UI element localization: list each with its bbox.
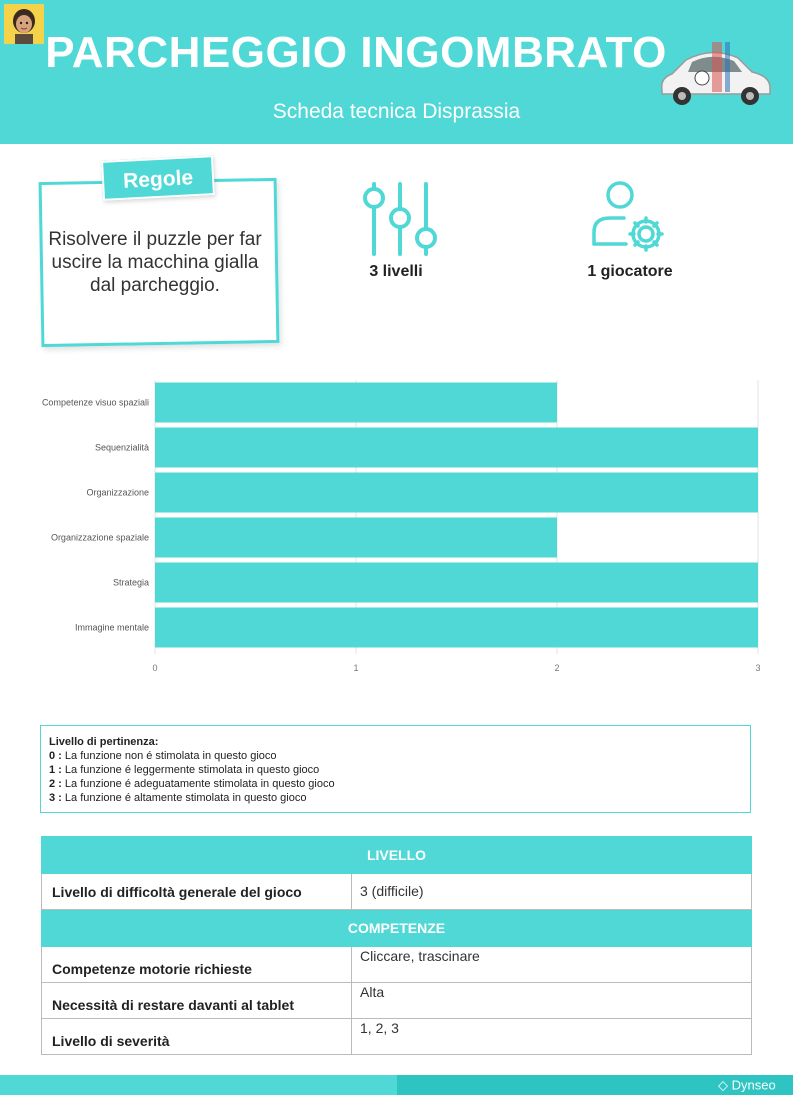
severity-value: 1, 2, 3 bbox=[352, 1019, 752, 1055]
chart-tick-label: 2 bbox=[554, 663, 560, 673]
sliders-icon bbox=[360, 180, 440, 258]
chart-category-label: Sequenzialità bbox=[94, 442, 149, 453]
table-section-skills: COMPETENZE bbox=[42, 910, 752, 947]
chart-bar bbox=[155, 383, 557, 423]
footer-logo-text: Dynseo bbox=[731, 1077, 776, 1093]
diamond-icon: ◇ bbox=[718, 1077, 728, 1093]
chart-category-label: Organizzazione bbox=[86, 487, 149, 498]
user-gear-icon bbox=[590, 180, 666, 254]
tablet-need-value: Alta bbox=[352, 983, 752, 1019]
chart-category-label: Immagine mentale bbox=[74, 622, 149, 633]
footer-bar-left bbox=[0, 1075, 397, 1095]
difficulty-value: 3 (difficile) bbox=[352, 874, 752, 910]
legend-item: 0 : La funzione non é stimolata in questo gioco bbox=[49, 750, 277, 762]
difficulty-label: Livello di difficoltà generale del gioco bbox=[42, 874, 352, 910]
levels-label: 3 livelli bbox=[369, 263, 423, 280]
chart-bar bbox=[155, 563, 758, 603]
legend-item: 2 : La funzione é adeguatamente stimolata in questo gioco bbox=[49, 778, 335, 790]
chart-bar bbox=[155, 428, 758, 468]
table-row bbox=[42, 874, 752, 910]
severity-label: Livello di severità bbox=[42, 1019, 352, 1055]
chart-bar bbox=[155, 518, 557, 558]
chart-category-label: Strategia bbox=[112, 577, 149, 588]
rules-text: Risolvere il puzzle per far uscire la macchina gialla dal parcheggio. bbox=[48, 229, 262, 296]
table-row bbox=[42, 1019, 752, 1055]
beetle-car-icon bbox=[652, 38, 776, 108]
players-label: 1 giocatore bbox=[587, 263, 673, 280]
rules-tag: Regole bbox=[101, 155, 215, 201]
relevance-legend bbox=[40, 725, 751, 813]
table-row bbox=[42, 947, 752, 983]
page-title: PARCHEGGIO INGOMBRATO bbox=[45, 28, 667, 77]
motor-skills-label: Competenze motorie richieste bbox=[42, 947, 352, 983]
chart-bar bbox=[155, 473, 758, 513]
legend-item: 1 : La funzione é leggermente stimolata in questo gioco bbox=[49, 764, 320, 776]
chart-category-label: Organizzazione spaziale bbox=[50, 532, 149, 543]
info-table bbox=[41, 836, 752, 1055]
chart-bar bbox=[155, 608, 758, 648]
motor-skills-value: Cliccare, trascinare bbox=[352, 947, 752, 983]
table-section-level: LIVELLO bbox=[42, 837, 752, 874]
page-subtitle: Scheda tecnica Disprassia bbox=[272, 100, 521, 123]
table-row bbox=[42, 983, 752, 1019]
chart-tick-label: 3 bbox=[755, 663, 761, 673]
skills-bar-chart bbox=[0, 360, 793, 680]
chart-tick-label: 1 bbox=[353, 663, 359, 673]
chart-category-label: Competenze visuo spaziali bbox=[41, 397, 149, 408]
tablet-need-label: Necessità di restare davanti al tablet bbox=[42, 983, 352, 1019]
chart-tick-label: 0 bbox=[152, 663, 158, 673]
legend-item: 3 : La funzione é altamente stimolata in questo gioco bbox=[49, 792, 307, 804]
dynseo-logo bbox=[718, 1077, 788, 1093]
legend-title: Livello di pertinenza: bbox=[49, 736, 159, 748]
